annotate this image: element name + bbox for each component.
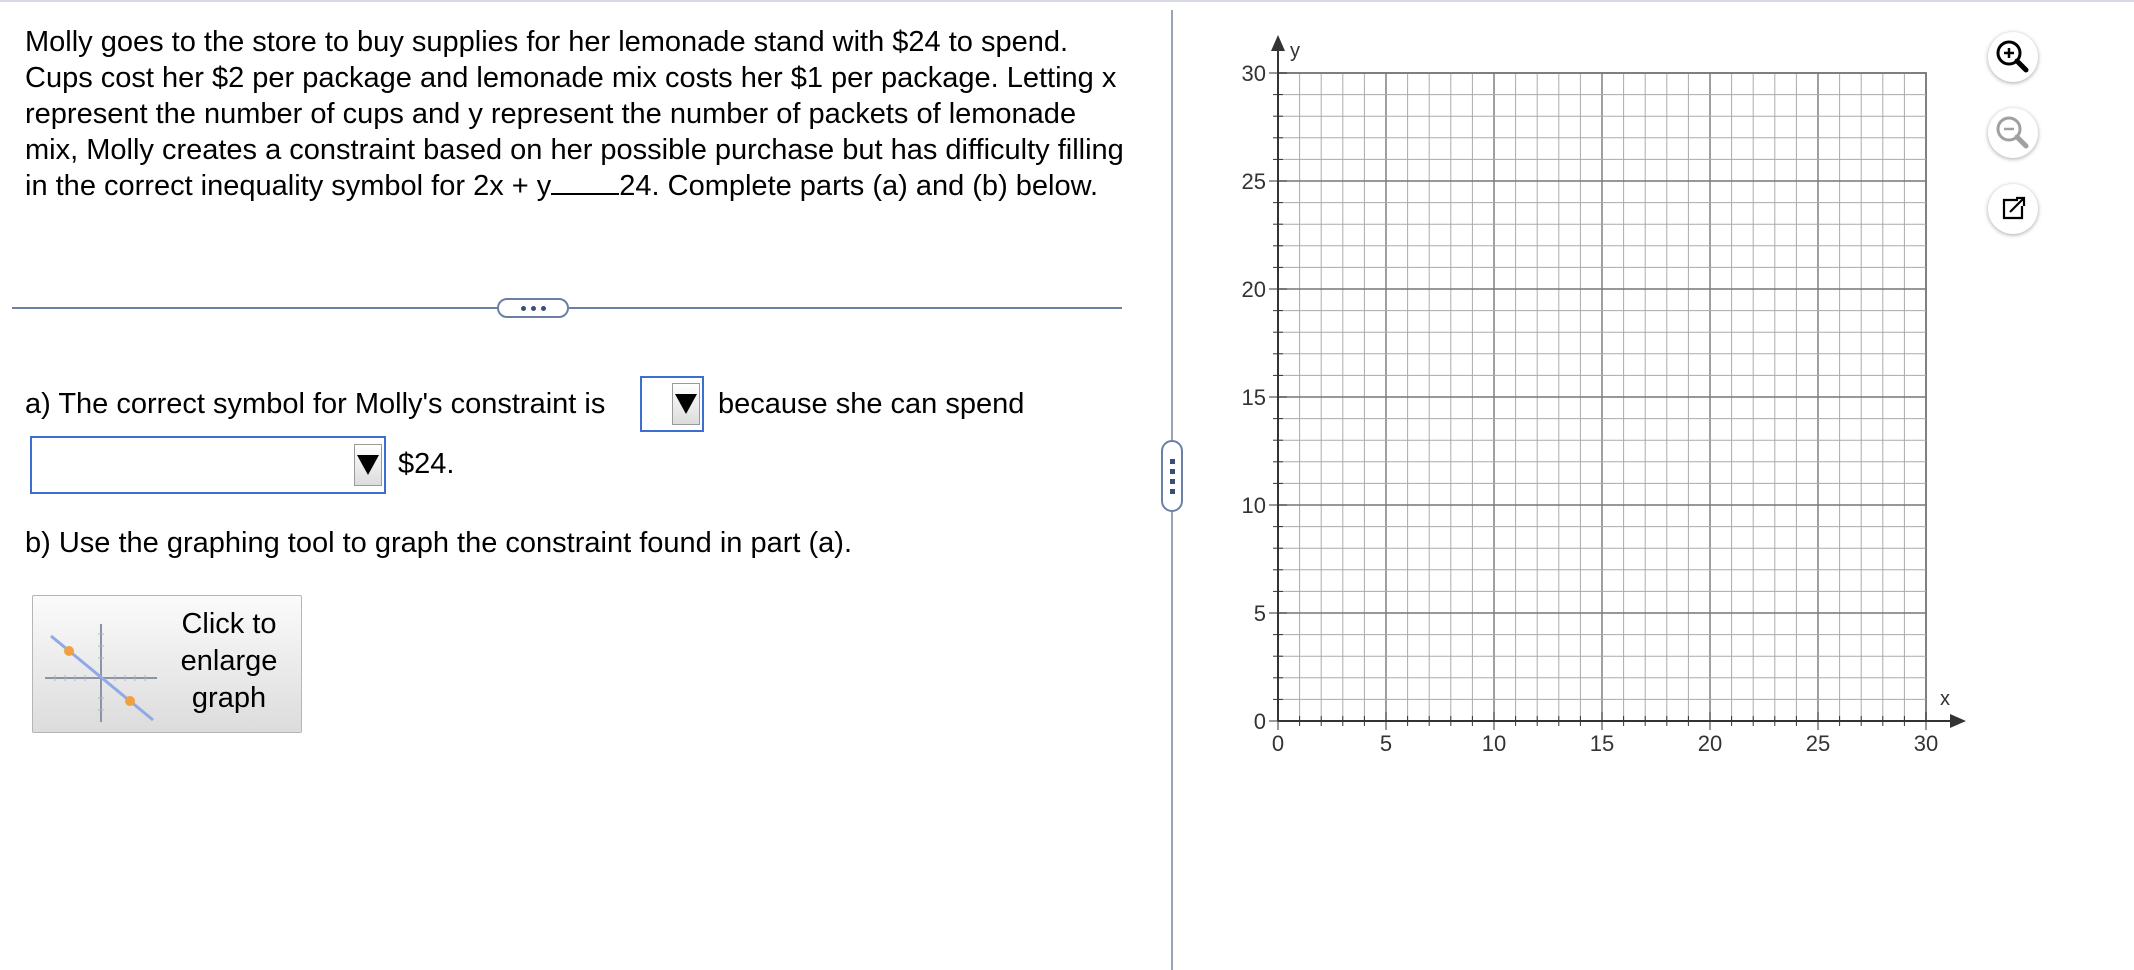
x-tick-label: 20 [1697, 731, 1723, 756]
pane-splitter-handle[interactable] [1161, 440, 1183, 512]
y-tick-label: 25 [1241, 169, 1266, 194]
popout-button[interactable] [1988, 184, 2038, 234]
enlarge-graph-button[interactable] [32, 595, 302, 733]
y-tick-label: 20 [1241, 277, 1266, 302]
chevron-down-icon[interactable] [354, 444, 382, 486]
x-tick-label: 0 [1271, 731, 1285, 756]
part-a-amount: $24. [398, 448, 455, 480]
part-a-prompt: a) The correct symbol for Molly's constraint is [25, 388, 606, 420]
zoom-in-button[interactable] [1988, 32, 2038, 82]
x-axis-label: x [1940, 688, 1950, 710]
question-pane [0, 2, 1170, 970]
zoom-out-button[interactable] [1988, 108, 2038, 158]
y-tick-label: 10 [1241, 493, 1266, 518]
x-tick-label: 30 [1913, 731, 1939, 756]
part-b-prompt: b) Use the graphing tool to graph the constraint found in part (a). [25, 527, 852, 559]
x-axis-arrow [1950, 714, 1966, 728]
graph-thumbnail-icon [45, 612, 157, 722]
x-tick-label: 15 [1589, 731, 1615, 756]
y-tick-label: 5 [1253, 601, 1266, 626]
zoom-out-icon [1988, 108, 2038, 158]
problem-text-part1: Molly goes to the store to buy supplies for her lemonade stand with $24 to spend. Cups cost her $2 per package and lemonade mix costs her $1 per package. Letting x represent the number of cups and y represent the number of packets of lemonade mix, Molly creates a constraint based on her possible purchase but has difficulty filling in the correct inequality symbol for 2x + y [25, 26, 1124, 202]
y-tick-label: 30 [1241, 61, 1266, 86]
y-axis-arrow [1271, 35, 1285, 51]
zoom-in-icon [1988, 32, 2038, 82]
y-axis-label: y [1290, 40, 1300, 62]
answer-blank [551, 171, 619, 195]
x-tick-label: 25 [1805, 731, 1831, 756]
problem-text-part2: 24. Complete parts (a) and (b) below. [619, 170, 1099, 202]
enlarge-graph-label: Click to enlarge graph [180, 608, 278, 714]
y-tick-label: 0 [1253, 709, 1266, 734]
show-more-button[interactable] [497, 298, 569, 318]
chevron-down-icon[interactable] [672, 383, 700, 425]
spend-dropdown[interactable] [30, 436, 386, 494]
problem-statement [25, 24, 1130, 204]
x-tick-label: 10 [1481, 731, 1507, 756]
symbol-dropdown[interactable] [640, 376, 704, 432]
coordinate-graph[interactable] [1230, 20, 1990, 770]
popout-icon [1988, 184, 2038, 234]
y-tick-label: 15 [1241, 385, 1266, 410]
part-a-middle-text: because she can spend [718, 388, 1025, 420]
x-tick-label: 5 [1379, 731, 1393, 756]
